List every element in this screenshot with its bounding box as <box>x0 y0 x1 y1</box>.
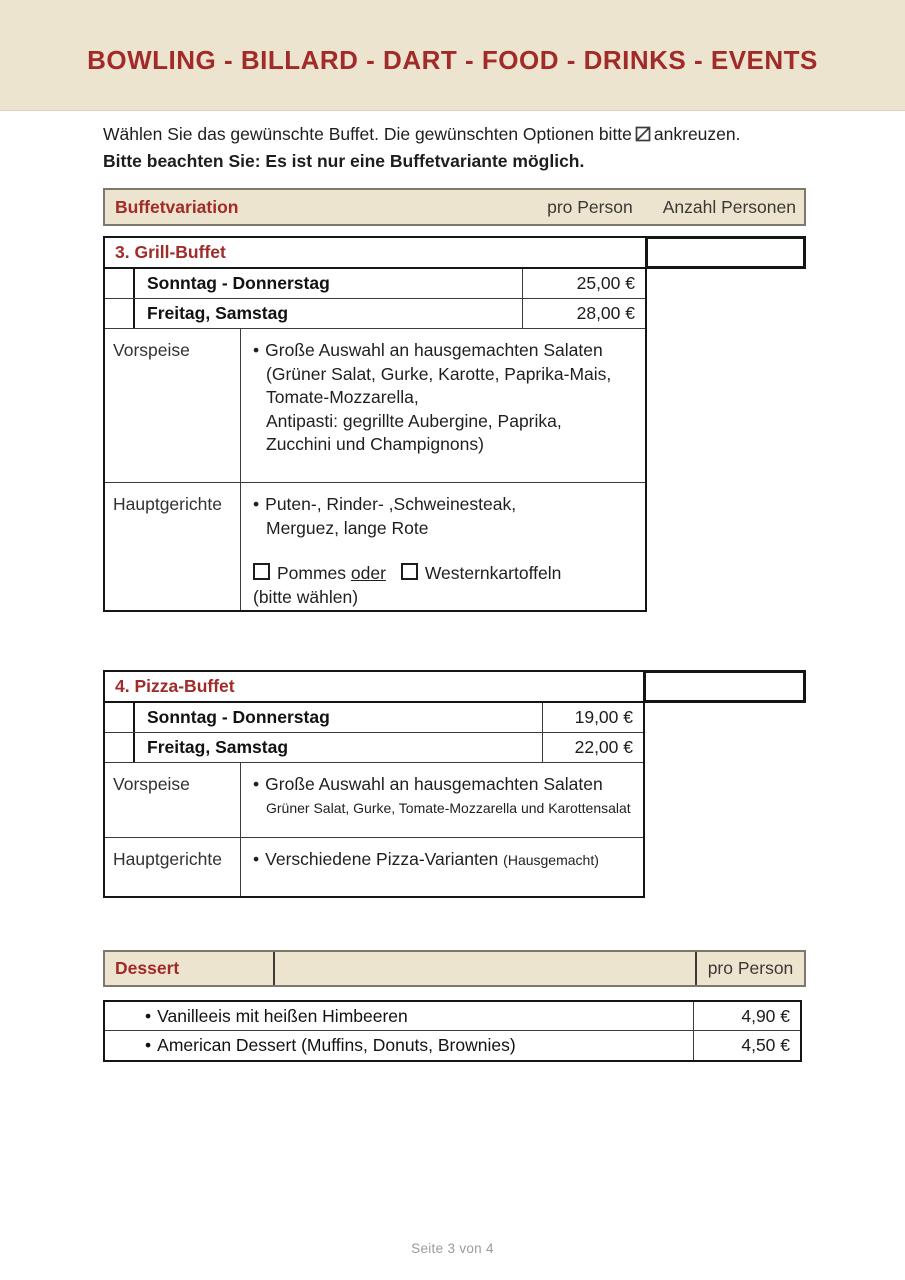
grill-vorspeise-line1-text: Große Auswahl an hausgemachten Salaten <box>265 340 603 360</box>
bullet-icon: • <box>145 1005 152 1026</box>
pizza-title-row <box>105 672 643 703</box>
pizza-sonntag-label: Sonntag - Donnerstag <box>147 707 330 727</box>
column-right-group <box>547 197 804 218</box>
column-buffetvariation: Buffetvariation <box>115 196 239 217</box>
dessert-table <box>103 1000 802 1062</box>
pizza-vorspeise-line1 <box>253 773 637 797</box>
pizza-sonntag-checkbox[interactable] <box>105 703 135 732</box>
grill-haupt-label: Hauptgerichte <box>105 483 241 610</box>
intro-line1-before: Wählen Sie das gewünschte Buffet. Die gewünschten Optionen bitte <box>103 124 632 144</box>
grill-sonntag-checkbox[interactable] <box>105 269 135 298</box>
grill-vorspeise-row <box>105 329 645 483</box>
choice-connector: oder <box>350 563 386 583</box>
choice-opt1: Pommes <box>277 563 347 583</box>
columns-header-bar <box>103 188 806 226</box>
pizza-freitag-label: Freitag, Samstag <box>147 737 289 757</box>
grill-sonntag-price: 25,00 € <box>522 269 645 298</box>
dessert-vanilleeis-label <box>135 1006 693 1027</box>
bullet-icon: • <box>145 1035 152 1055</box>
pizza-haupt-line1 <box>253 848 637 873</box>
page-number: Seite 3 von 4 <box>411 1241 494 1256</box>
grill-title-row <box>105 238 645 269</box>
checkbox-cross-icon <box>635 124 651 149</box>
pizza-anzahl-personen-box[interactable] <box>643 670 806 703</box>
grill-title: 3. Grill-Buffet <box>115 242 226 262</box>
grill-vorspeise-line4: Antipasti: gegrillte Aubergine, Paprika, <box>266 410 562 431</box>
grill-haupt-line2: Merguez, lange Rote <box>266 517 429 538</box>
dessert-row-vanilleeis <box>105 1002 800 1031</box>
grill-buffet-table <box>103 236 647 612</box>
bullet-icon: • <box>253 774 260 794</box>
pizza-buffet-table <box>103 670 645 898</box>
grill-vorspeise-line5: Zucchini und Champignons) <box>266 434 484 454</box>
grill-anzahl-personen-box[interactable] <box>645 236 806 269</box>
dessert-american-text: American Dessert (Muffins, Donuts, Brownies) <box>157 1035 516 1055</box>
dessert-vanilleeis-price: 4,90 € <box>693 1002 800 1030</box>
grill-vorspeise-label: Vorspeise <box>105 329 241 482</box>
spacer <box>253 540 639 562</box>
grill-haupt-line1-text: Puten-, Rinder- ,Schweinesteak, <box>265 494 517 514</box>
pizza-vorspeise-content <box>241 763 643 837</box>
grill-haupt-row <box>105 483 645 610</box>
intro-text <box>103 122 823 174</box>
pizza-row-sonntag <box>105 703 643 733</box>
grill-haupt-content <box>241 483 645 610</box>
pizza-vorspeise-line1-text: Große Auswahl an hausgemachten Salaten <box>265 774 603 794</box>
grill-vorspeise-line1 <box>253 339 639 363</box>
intro-line2: Bitte beachten Sie: Es ist nur eine Buffetvariante möglich. <box>103 151 585 171</box>
pizza-haupt-row <box>105 838 643 896</box>
intro-line1 <box>103 122 823 149</box>
grill-row-sonntag <box>105 269 645 299</box>
pizza-haupt-content <box>241 838 643 896</box>
intro-line1-after: ankreuzen. <box>653 124 741 144</box>
pizza-vorspeise-label: Vorspeise <box>105 763 241 837</box>
dessert-pro-person: pro Person <box>695 952 804 985</box>
pizza-vorspeise-row <box>105 763 643 838</box>
pizza-haupt-main: Verschiedene Pizza-Varianten <box>265 849 499 869</box>
pizza-haupt-note: (Hausgemacht) <box>503 852 599 868</box>
grill-row-freitag <box>105 299 645 329</box>
column-pro-person: pro Person <box>547 196 633 217</box>
grill-vorspeise-content <box>241 329 645 482</box>
pizza-sonntag-price: 19,00 € <box>542 703 643 732</box>
grill-freitag-label: Freitag, Samstag <box>147 303 289 323</box>
dessert-bar-spacer <box>275 952 695 985</box>
dessert-header-bar <box>103 950 806 987</box>
dessert-title: Dessert <box>105 952 275 985</box>
pizza-freitag-price: 22,00 € <box>542 733 643 762</box>
page-title: BOWLING - BILLARD - DART - FOOD - DRINKS - EVENTS <box>87 45 818 75</box>
column-anzahl-personen: Anzahl Personen <box>662 196 796 217</box>
pommes-checkbox-icon[interactable] <box>253 563 270 580</box>
grill-side-choice <box>253 562 639 586</box>
grill-choice-note: (bitte wählen) <box>253 586 359 607</box>
dessert-vanilleeis-text: Vanilleeis mit heißen Himbeeren <box>157 1005 408 1026</box>
pizza-freitag-checkbox[interactable] <box>105 733 135 762</box>
grill-haupt-line1 <box>253 493 639 517</box>
bullet-icon: • <box>253 340 260 360</box>
grill-vorspeise-line2: (Grüner Salat, Gurke, Karotte, Paprika-Mais, <box>266 363 612 384</box>
pizza-title: 4. Pizza-Buffet <box>115 676 235 696</box>
westernkartoffeln-checkbox-icon[interactable] <box>401 563 418 580</box>
pizza-vorspeise-line2: Grüner Salat, Gurke, Tomate-Mozzarella und Karottensalat <box>266 799 631 816</box>
grill-freitag-checkbox[interactable] <box>105 299 135 328</box>
dessert-american-price: 4,50 € <box>693 1031 800 1060</box>
grill-vorspeise-line3: Tomate-Mozzarella, <box>266 387 419 407</box>
pizza-haupt-label: Hauptgerichte <box>105 838 241 896</box>
dessert-row-american <box>105 1031 800 1060</box>
grill-sonntag-label: Sonntag - Donnerstag <box>147 273 330 293</box>
dessert-american-label <box>135 1035 693 1056</box>
grill-freitag-price: 28,00 € <box>522 299 645 328</box>
bullet-icon: • <box>253 849 260 869</box>
pizza-row-freitag <box>105 733 643 763</box>
bullet-icon: • <box>253 494 260 514</box>
choice-opt2: Westernkartoffeln <box>424 563 562 583</box>
